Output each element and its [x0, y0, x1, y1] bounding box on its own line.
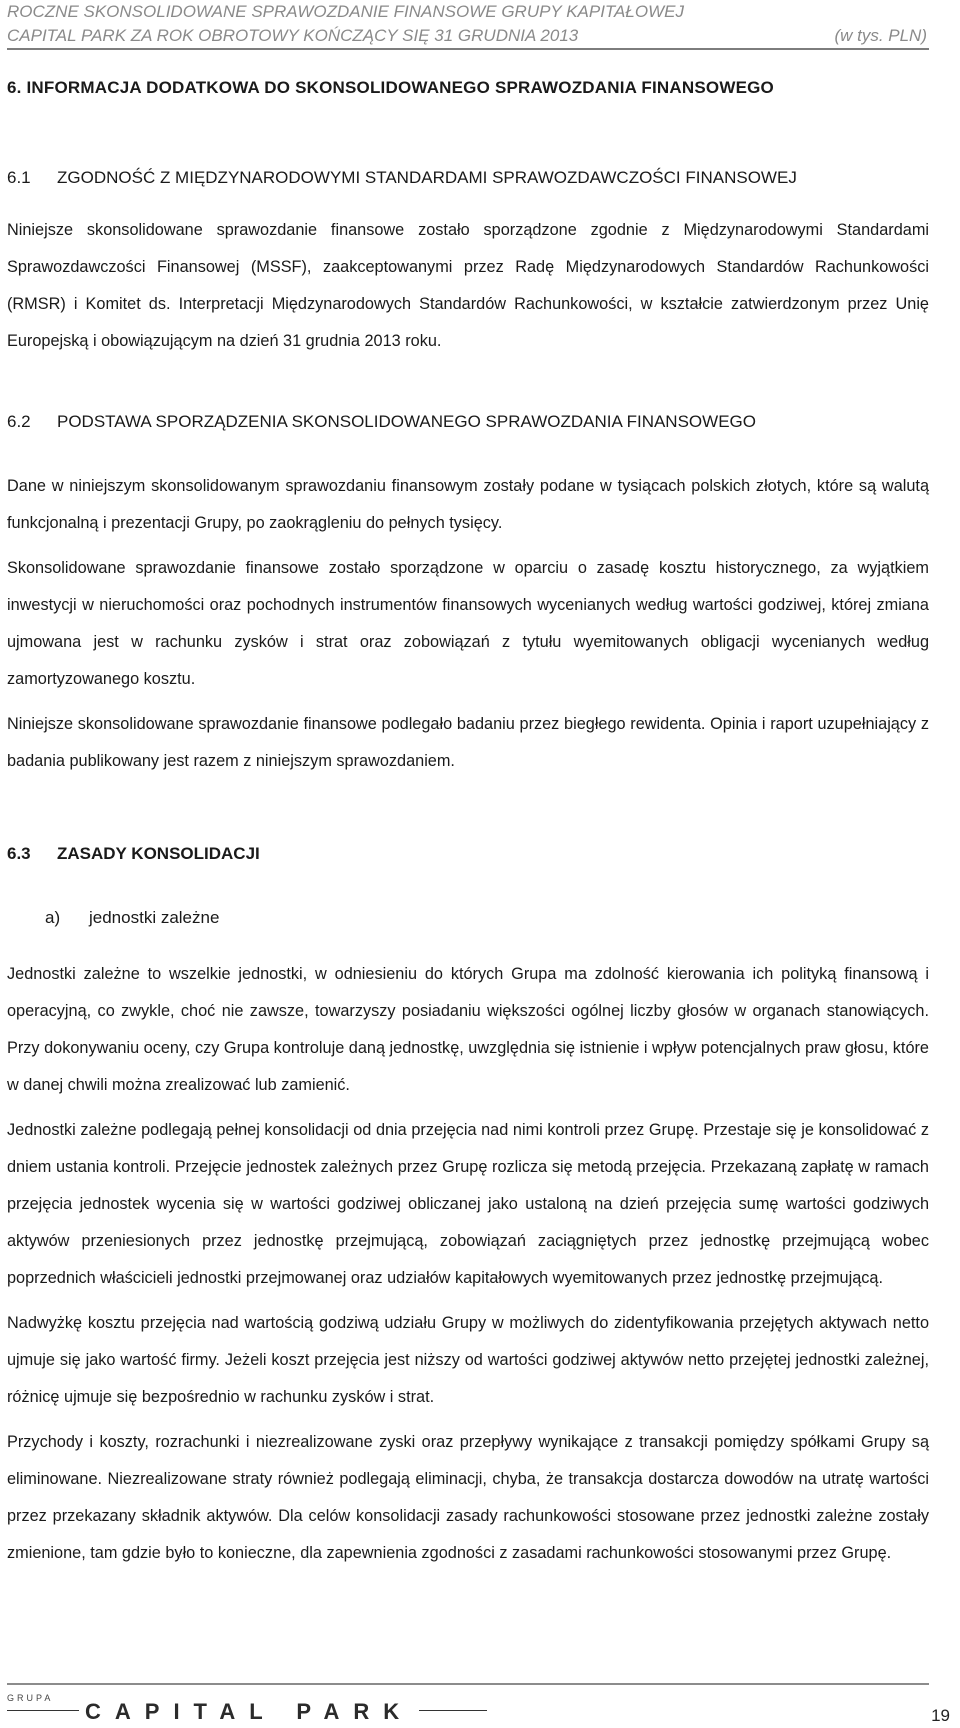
logo-rule-right	[419, 1710, 487, 1711]
document-body	[7, 76, 929, 1572]
page-number: 19	[931, 1706, 950, 1725]
paragraph: Skonsolidowane sprawozdanie finansowe zostało sporządzone w oparciu o zasadę kosztu historycznego, za wyjątkiem inwestycji w nieruchomości oraz pochodnych instrumentów finansowych wycenianych według wartości godziwej, której zmiana ujmowana jest w rachunku zysków i strat oraz zobowiązań z tytułu wyemitowanych obligacji wycenianych według zamortyzowanego kosztu.	[7, 559, 929, 688]
paragraph: Niniejsze skonsolidowane sprawozdanie finansowe zostało sporządzone zgodnie z Międzynarodowymi Standardami Sprawozdawczości Finansowej (MSSF), zaakceptowanymi przez Radę Międzynarodowych Standardów Rachunkowości (RMSR) i Komitet ds. Interpretacji Międzynarodowych Standardów Rachunkowości, w kształcie zatwierdzonym przez Unię Europejską i obowiązującym na dzień 31 grudnia 2013 roku.	[7, 221, 929, 350]
running-header	[7, 0, 927, 48]
section-number: 6.2	[7, 412, 31, 431]
section-title: ZGODNOŚĆ Z MIĘDZYNARODOWYMI STANDARDAMI SPRAWOZDAWCZOŚCI FINANSOWEJ	[57, 168, 797, 187]
section-title: ZASADY KONSOLIDACJI	[57, 844, 260, 863]
footer-divider	[7, 1683, 929, 1685]
section-6-3-heading	[7, 842, 929, 866]
logo-wordmark: CAPITAL PARK	[85, 1699, 414, 1724]
paragraph: Niniejsze skonsolidowane sprawozdanie finansowe podlegało badaniu przez biegłego rewidenta. Opinia i raport uzupełniający z badania publikowany jest razem z niniejszym sprawozdaniem.	[7, 715, 929, 770]
logo-rule-left	[7, 1710, 79, 1711]
section-6-heading: 6. INFORMACJA DODATKOWA DO SKONSOLIDOWANEGO SPRAWOZDANIA FINANSOWEGO	[7, 78, 774, 97]
paragraph: Przychody i koszty, rozrachunki i niezrealizowane zyski oraz przepływy wynikające z transakcji pomiędzy spółkami Grupy są eliminowane. Niezrealizowane straty również podlegają eliminacji, chyba, że transakcja dostarcza dowodów na utratę wartości przez przekazany składnik aktywów. Dla celów konsolidacji zasady rachunkowości stosowane przez jednostki zależne zostały zmienione, tam gdzie było to konieczne, dla zapewnienia zgodności z zasadami rachunkowości stosowanymi przez Grupę.	[7, 1433, 929, 1562]
header-title-line1: ROCZNE SKONSOLIDOWANE SPRAWOZDANIE FINANSOWE GRUPY KAPITAŁOWEJ	[7, 2, 684, 21]
paragraph: Jednostki zależne to wszelkie jednostki, w odniesieniu do których Grupa ma zdolność kierowania ich polityką finansową i operacyjną, co zwykle, choć nie zawsze, towarzyszy posiadaniu większości ogólnej liczby głosów w organach stanowiących. Przy dokonywaniu oceny, czy Grupa kontroluje daną jednostkę, uwzględnia się istnienie i wpływ potencjalnych praw głosu, które w danej chwili można zrealizować lub zamienić.	[7, 965, 929, 1094]
paragraph: Nadwyżkę kosztu przejęcia nad wartością godziwą udziału Grupy w możliwych do zidentyfikowania przejętych aktywach netto ujmuje się jako wartość firmy. Jeżeli koszt przejęcia jest niższy od wartości godziwej aktywów netto przejętej jednostki zależnej, różnicę ujmuje się bezpośrednio w rachunku zysków i strat.	[7, 1314, 929, 1406]
header-units: (w tys. PLN)	[834, 26, 927, 45]
section-number: 6.3	[7, 844, 31, 863]
section-title: PODSTAWA SPORZĄDZENIA SKONSOLIDOWANEGO SPRAWOZDANIA FINANSOWEGO	[57, 412, 756, 431]
section-6-1-heading	[7, 166, 929, 190]
header-title-line2	[7, 24, 927, 48]
subsection-a-heading	[7, 906, 929, 930]
logo-group-text: GRUPA	[7, 1693, 54, 1703]
paragraph: Jednostki zależne podlegają pełnej konsolidacji od dnia przejęcia nad nimi kontroli przez Grupę. Przestaje się je konsolidować z dniem ustania kontroli. Przejęcie jednostek zależnych przez Grupę rozlicza się metodą przejęcia. Przekazaną zapłatę w ramach przejęcia jednostek wycenia się w wartości godziwej obliczanej jako ustaloną na dzień przejęcia sumę wartości godziwych aktywów przeniesionych przez jednostkę przejmującą, zobowiązań zaciągniętych przez jednostkę przejmującą wobec poprzednich właścicieli jednostki przejmowanej oraz udziałów kapitałowych wyemitowanych przez jednostkę przejmującą.	[7, 1121, 929, 1287]
header-divider	[7, 48, 929, 50]
section-number: 6.1	[7, 168, 31, 187]
subsection-title: jednostki zależne	[89, 908, 220, 927]
header-subtitle: CAPITAL PARK ZA ROK OBROTOWY KOŃCZĄCY SIĘ 31 GRUDNIA 2013	[7, 26, 579, 45]
subsection-label: a)	[45, 908, 61, 927]
paragraph: Dane w niniejszym skonsolidowanym sprawozdaniu finansowym zostały podane w tysiącach polskich złotych, które są walutą funkcjonalną i prezentacji Grupy, po zaokrągleniu do pełnych tysięcy.	[7, 477, 929, 532]
section-6-2-heading	[7, 410, 929, 434]
